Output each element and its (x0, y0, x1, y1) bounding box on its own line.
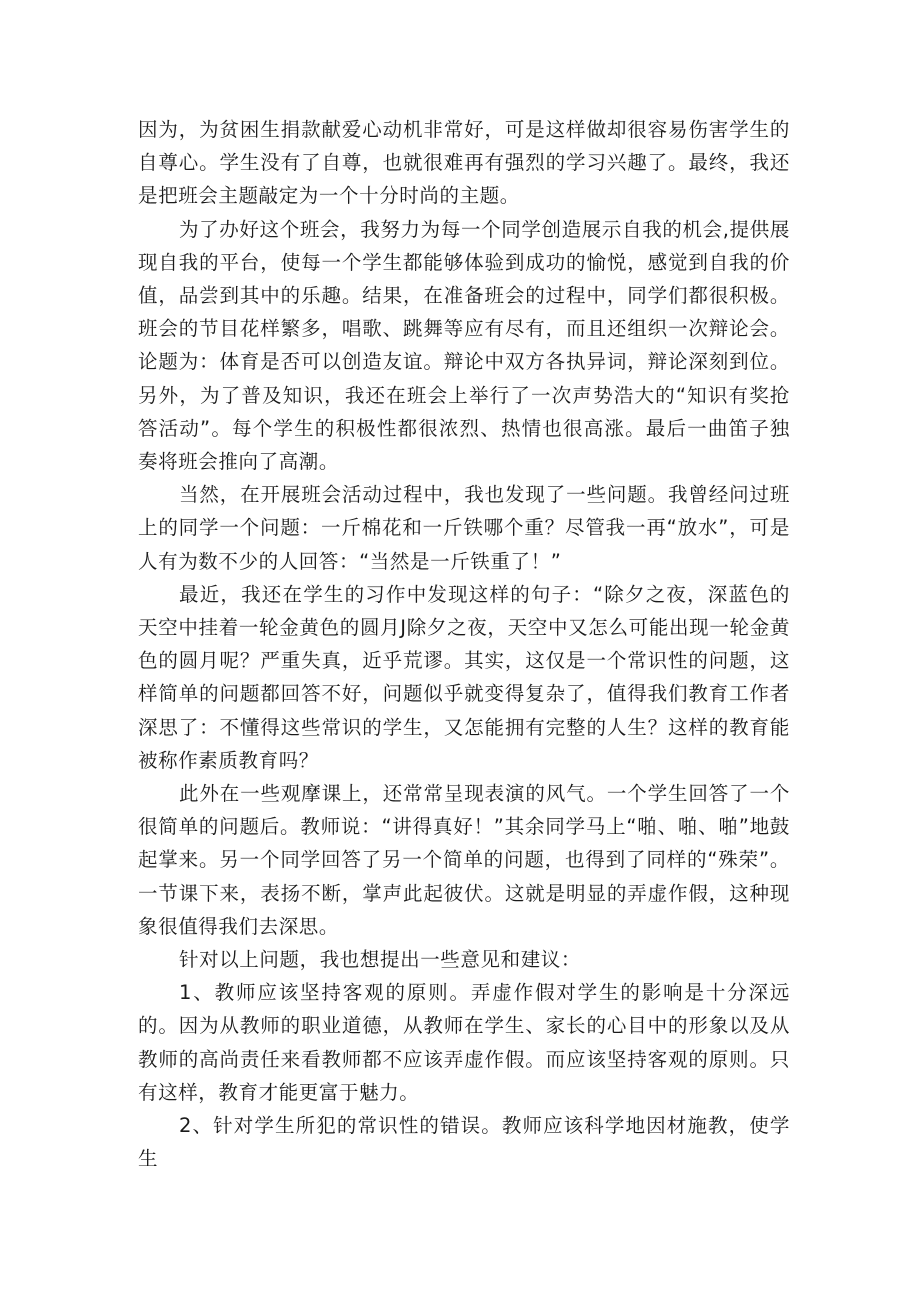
paragraph-1: 因为，为贫困生捐款献爱心动机非常好，可是这样做却很容易伤害学生的自尊心。学生没有了自尊，也就很难再有强烈的学习兴趣了。最终，我还是把班会主题敲定为一个十分时尚的主题。 (138, 118, 790, 208)
paragraph-2: 为了办好这个班会，我努力为每一个同学创造展示自我的机会,提供展现自我的平台，使每一个学生都能够体验到成功的愉悦，感觉到自我的价值，品尝到其中的乐趣。结果，在准备班会的过程中，同学们都很积极。班会的节目花样繁多，唱歌、跳舞等应有尽有，而且还组织一次辩论会。论题为：体育是否可以创造友谊。辩论中双方各执异词，辩论深刻到位。另外，为了普及知识，我还在班会上举行了一次声势浩大的“知识有奖抢答活动”。每个学生的积极性都很浓烈、热情也很高涨。最后一曲笛子独奏将班会推向了高潮。 (138, 217, 790, 474)
paragraph-8: 2、针对学生所犯的常识性的错误。教师应该科学地因材施教，使学生 (138, 1114, 790, 1171)
paragraph-7: 1、教师应该坚持客观的原则。弄虚作假对学生的影响是十分深远的。因为从教师的职业道德，从教师在学生、家长的心目中的形象以及从教师的高尚责任来看教师都不应该弄虚作假。而应该坚持客观的原则。只有这样，教育才能更富于魅力。 (138, 981, 790, 1104)
paragraph-5: 此外在一些观摩课上，还常常呈现表演的风气。一个学生回答了一个很简单的问题后。教师说：“讲得真好！”其余同学马上“啪、啪、啪”地鼓起掌来。另一个同学回答了另一个简单的问题，也得到了同样的“殊荣”。一节课下来，表扬不断，掌声此起彼伏。这就是明显的弄虚作假，这种现象很值得我们去深思。 (138, 782, 790, 938)
document-body (138, 113, 790, 1176)
paragraph-3: 当然，在开展班会活动过程中，我也发现了一些问题。我曾经问过班上的同学一个问题：一斤棉花和一斤铁哪个重？尽管我一再“放水”，可是人有为数不少的人回答：“当然是一斤铁重了！” (138, 483, 790, 573)
paragraph-6: 针对以上问题，我也想提出一些意见和建议： (179, 948, 582, 972)
paragraph-4: 最近，我还在学生的习作中发现这样的句子：“除夕之夜，深蓝色的天空中挂着一轮金黄色的圆月J除夕之夜，天空中又怎么可能出现一轮金黄色的圆月呢？严重失真，近乎荒谬。其实，这仅是一个常识性的问题，这样简单的问题都回答不好，问题似乎就变得复杂了，值得我们教育工作者深思了：不懂得这些常识的学生，又怎能拥有完整的人生？这样的教育能被称作素质教育吗？ (138, 582, 790, 772)
